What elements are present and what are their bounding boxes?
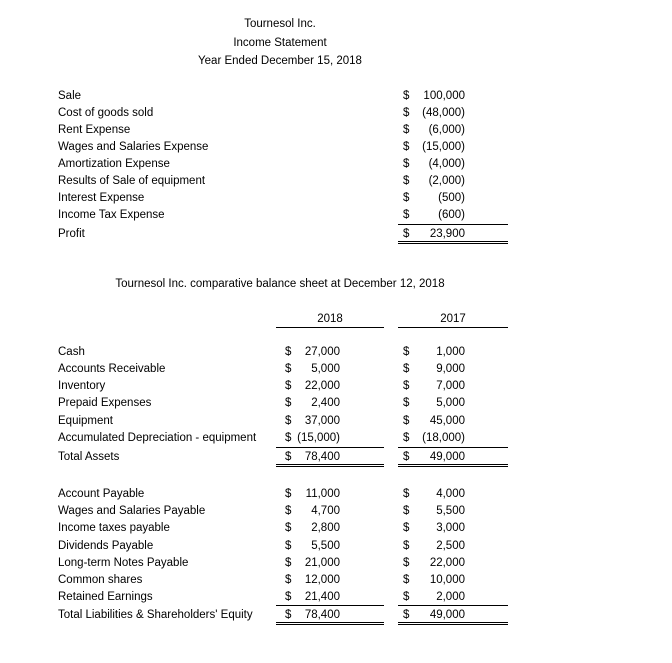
currency-symbol-2017: $ <box>403 432 410 444</box>
amount-value: 23,900 <box>429 228 465 240</box>
currency-symbol-2018: $ <box>285 380 292 392</box>
currency-symbol-2017: $ <box>403 363 410 375</box>
total-underline-1 <box>398 241 508 242</box>
currency-symbol-2017: $ <box>403 609 410 621</box>
amount-value: (4,000) <box>428 158 465 170</box>
row-label: Wages and Salaries Payable <box>58 505 206 517</box>
row-label: Accounts Receivable <box>58 363 166 375</box>
subtotal-line-2018 <box>276 447 384 448</box>
value-2017: 22,000 <box>429 557 465 569</box>
currency-symbol-2018: $ <box>285 451 292 463</box>
value-2017: 9,000 <box>436 363 465 375</box>
amount-value: 100,000 <box>423 90 465 102</box>
row-label: Total Assets <box>58 451 120 463</box>
currency-symbol-2017: $ <box>403 451 410 463</box>
currency-symbol-2018: $ <box>285 609 292 621</box>
value-2017: (18,000) <box>422 432 465 444</box>
subtotal-line-2017 <box>398 605 508 606</box>
amount-value: (2,000) <box>428 175 465 187</box>
currency-symbol-2018: $ <box>285 505 292 517</box>
currency-symbol-2018: $ <box>285 346 292 358</box>
row-label: Inventory <box>58 380 106 392</box>
value-2017: 49,000 <box>429 609 465 621</box>
currency-symbol: $ <box>403 209 410 221</box>
currency-symbol-2018: $ <box>285 557 292 569</box>
value-2017: 49,000 <box>429 451 465 463</box>
row-label: Retained Earnings <box>58 591 153 603</box>
currency-symbol: $ <box>403 228 410 240</box>
value-2018: 27,000 <box>304 346 340 358</box>
currency-symbol: $ <box>403 90 410 102</box>
subtotal-line-2018 <box>276 605 384 606</box>
row-label: Account Payable <box>58 488 145 500</box>
value-2018: 5,500 <box>311 540 340 552</box>
statement-period: Year Ended December 15, 2018 <box>198 55 362 67</box>
row-label: Profit <box>58 228 85 240</box>
value-2018: 21,000 <box>304 557 340 569</box>
value-2018: 4,700 <box>311 505 340 517</box>
value-2017: 2,000 <box>436 591 465 603</box>
row-label: Income taxes payable <box>58 522 170 534</box>
currency-symbol-2018: $ <box>285 591 292 603</box>
row-label: Prepaid Expenses <box>58 397 152 409</box>
value-2018: 78,400 <box>304 451 340 463</box>
row-label: Dividends Payable <box>58 540 154 552</box>
value-2017: 7,000 <box>436 380 465 392</box>
currency-symbol-2018: $ <box>285 574 292 586</box>
total-underline-2018 <box>276 466 384 467</box>
header-underline-2018 <box>276 327 384 328</box>
currency-symbol: $ <box>403 175 410 187</box>
row-label: Sale <box>58 90 82 102</box>
currency-symbol-2018: $ <box>285 540 292 552</box>
currency-symbol-2017: $ <box>403 540 410 552</box>
column-header-2017: 2017 <box>440 313 466 325</box>
currency-symbol-2017: $ <box>403 574 410 586</box>
row-label: Cash <box>58 346 85 358</box>
row-label: Income Tax Expense <box>58 209 165 221</box>
currency-symbol-2017: $ <box>403 522 410 534</box>
row-label: Cost of goods sold <box>58 107 154 119</box>
value-2017: 5,500 <box>436 505 465 517</box>
currency-symbol-2018: $ <box>285 397 292 409</box>
value-2018: 21,400 <box>304 591 340 603</box>
value-2018: 11,000 <box>305 488 340 500</box>
amount-value: (15,000) <box>422 141 465 153</box>
value-2018: 12,000 <box>304 574 340 586</box>
value-2017: 4,000 <box>436 488 465 500</box>
total-underline-2017 <box>398 466 508 467</box>
currency-symbol: $ <box>403 192 410 204</box>
value-2017: 5,000 <box>436 397 465 409</box>
value-2018: 22,000 <box>304 380 340 392</box>
total-underline-2018 <box>276 622 384 623</box>
total-underline-2017 <box>398 464 508 465</box>
value-2017: 45,000 <box>429 415 465 427</box>
currency-symbol-2017: $ <box>403 591 410 603</box>
balance-sheet-title: Tournesol Inc. comparative balance sheet at December 12, 2018 <box>115 278 445 290</box>
amount-value: (6,000) <box>428 124 465 136</box>
currency-symbol: $ <box>403 158 410 170</box>
value-2018: 78,400 <box>304 609 340 621</box>
amount-value: (500) <box>438 192 465 204</box>
currency-symbol-2018: $ <box>285 415 292 427</box>
value-2017: 2,500 <box>436 540 465 552</box>
currency-symbol: $ <box>403 124 410 136</box>
company-name: Tournesol Inc. <box>244 18 316 30</box>
row-label: Rent Expense <box>58 124 131 136</box>
row-label: Total Liabilities & Shareholders' Equity <box>58 609 253 621</box>
total-underline-2 <box>398 243 508 244</box>
header-underline-2017 <box>398 327 508 328</box>
total-underline-2018 <box>276 624 384 625</box>
statement-title: Income Statement <box>233 37 327 49</box>
currency-symbol-2017: $ <box>403 415 410 427</box>
currency-symbol-2018: $ <box>285 522 292 534</box>
row-label: Wages and Salaries Expense <box>58 141 209 153</box>
currency-symbol-2017: $ <box>403 397 410 409</box>
value-2018: 5,000 <box>311 363 340 375</box>
value-2018: 37,000 <box>304 415 340 427</box>
currency-symbol-2018: $ <box>285 488 292 500</box>
subtotal-line <box>398 224 508 225</box>
currency-symbol-2018: $ <box>285 363 292 375</box>
value-2017: 3,000 <box>436 522 465 534</box>
total-underline-2017 <box>398 622 508 623</box>
subtotal-line-2017 <box>398 447 508 448</box>
row-label: Results of Sale of equipment <box>58 175 206 187</box>
currency-symbol: $ <box>403 107 410 119</box>
row-label: Long-term Notes Payable <box>58 557 189 569</box>
row-label: Accumulated Depreciation - equipment <box>58 432 257 444</box>
currency-symbol-2018: $ <box>285 432 292 444</box>
value-2018: (15,000) <box>297 432 340 444</box>
value-2017: 10,000 <box>429 574 465 586</box>
value-2018: 2,800 <box>311 522 340 534</box>
row-label: Common shares <box>58 574 143 586</box>
currency-symbol: $ <box>403 141 410 153</box>
amount-value: (48,000) <box>422 107 465 119</box>
currency-symbol-2017: $ <box>403 380 410 392</box>
value-2018: 2,400 <box>311 397 340 409</box>
total-underline-2018 <box>276 464 384 465</box>
value-2017: 1,000 <box>436 346 465 358</box>
row-label: Interest Expense <box>58 192 145 204</box>
row-label: Amortization Expense <box>58 158 170 170</box>
amount-value: (600) <box>438 209 465 221</box>
currency-symbol-2017: $ <box>403 488 410 500</box>
currency-symbol-2017: $ <box>403 346 410 358</box>
currency-symbol-2017: $ <box>403 557 410 569</box>
currency-symbol-2017: $ <box>403 505 410 517</box>
row-label: Equipment <box>58 415 113 427</box>
total-underline-2017 <box>398 624 508 625</box>
column-header-2018: 2018 <box>317 313 343 325</box>
